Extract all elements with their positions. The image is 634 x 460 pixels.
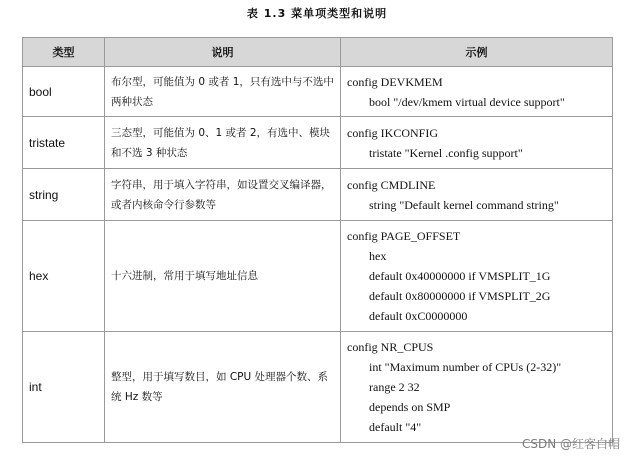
description-cell: 三态型，可能值为 0、1 或者 2，有选中、模块和不选 3 种状态	[105, 117, 341, 169]
example-cell	[341, 221, 613, 332]
header-type: 类型	[23, 38, 105, 67]
table-row	[23, 169, 613, 221]
header-example: 示例	[341, 38, 613, 67]
example-line: depends on SMP	[369, 400, 451, 414]
example-line: bool "/dev/kmem virtual device support"	[369, 94, 565, 109]
type-cell: bool	[23, 67, 105, 117]
example-line: default 0x40000000 if VMSPLIT_1G	[369, 269, 551, 283]
example-line: default "4"	[369, 420, 422, 434]
table-row	[23, 221, 613, 332]
header-description: 说明	[105, 38, 341, 67]
table-row	[23, 332, 613, 443]
example-line: default 0xC0000000	[369, 309, 468, 323]
type-cell: string	[23, 169, 105, 221]
table-header-row	[23, 38, 613, 67]
watermark: CSDN @红客白帽	[521, 437, 620, 451]
table-row	[23, 67, 613, 117]
type-cell: hex	[23, 221, 105, 332]
example-line: tristate "Kernel .config support"	[369, 145, 523, 160]
type-cell: int	[23, 332, 105, 443]
description-cell: 布尔型，可能值为 0 或者 1，只有选中与不选中两种状态	[105, 67, 341, 117]
example-line: string "Default kernel command string"	[369, 197, 559, 212]
example-config-line: config IKCONFIG	[347, 125, 438, 140]
example-cell	[341, 117, 613, 169]
table-row	[23, 117, 613, 169]
example-config-line: config CMDLINE	[347, 177, 436, 192]
example-line: int "Maximum number of CPUs (2-32)"	[369, 360, 562, 374]
example-line: range 2 32	[369, 380, 420, 394]
example-config-line: config PAGE_OFFSET	[347, 229, 461, 243]
description-cell: 整型，用于填写数目，如 CPU 处理器个数、系统 Hz 数等	[105, 332, 341, 443]
example-line: default 0x80000000 if VMSPLIT_2G	[369, 289, 551, 303]
example-line: hex	[369, 249, 387, 263]
description-cell: 十六进制，常用于填写地址信息	[105, 221, 341, 332]
example-cell	[341, 332, 613, 443]
description-cell: 字符串，用于填入字符串，如设置交叉编译器，或者内核命令行参数等	[105, 169, 341, 221]
example-config-line: config DEVKMEM	[347, 74, 443, 89]
table-caption: 表 1.3 菜单项类型和说明	[246, 7, 388, 20]
example-config-line: config NR_CPUS	[347, 340, 434, 354]
type-cell: tristate	[23, 117, 105, 169]
menu-item-types-table	[22, 37, 613, 443]
example-cell	[341, 67, 613, 117]
example-cell	[341, 169, 613, 221]
